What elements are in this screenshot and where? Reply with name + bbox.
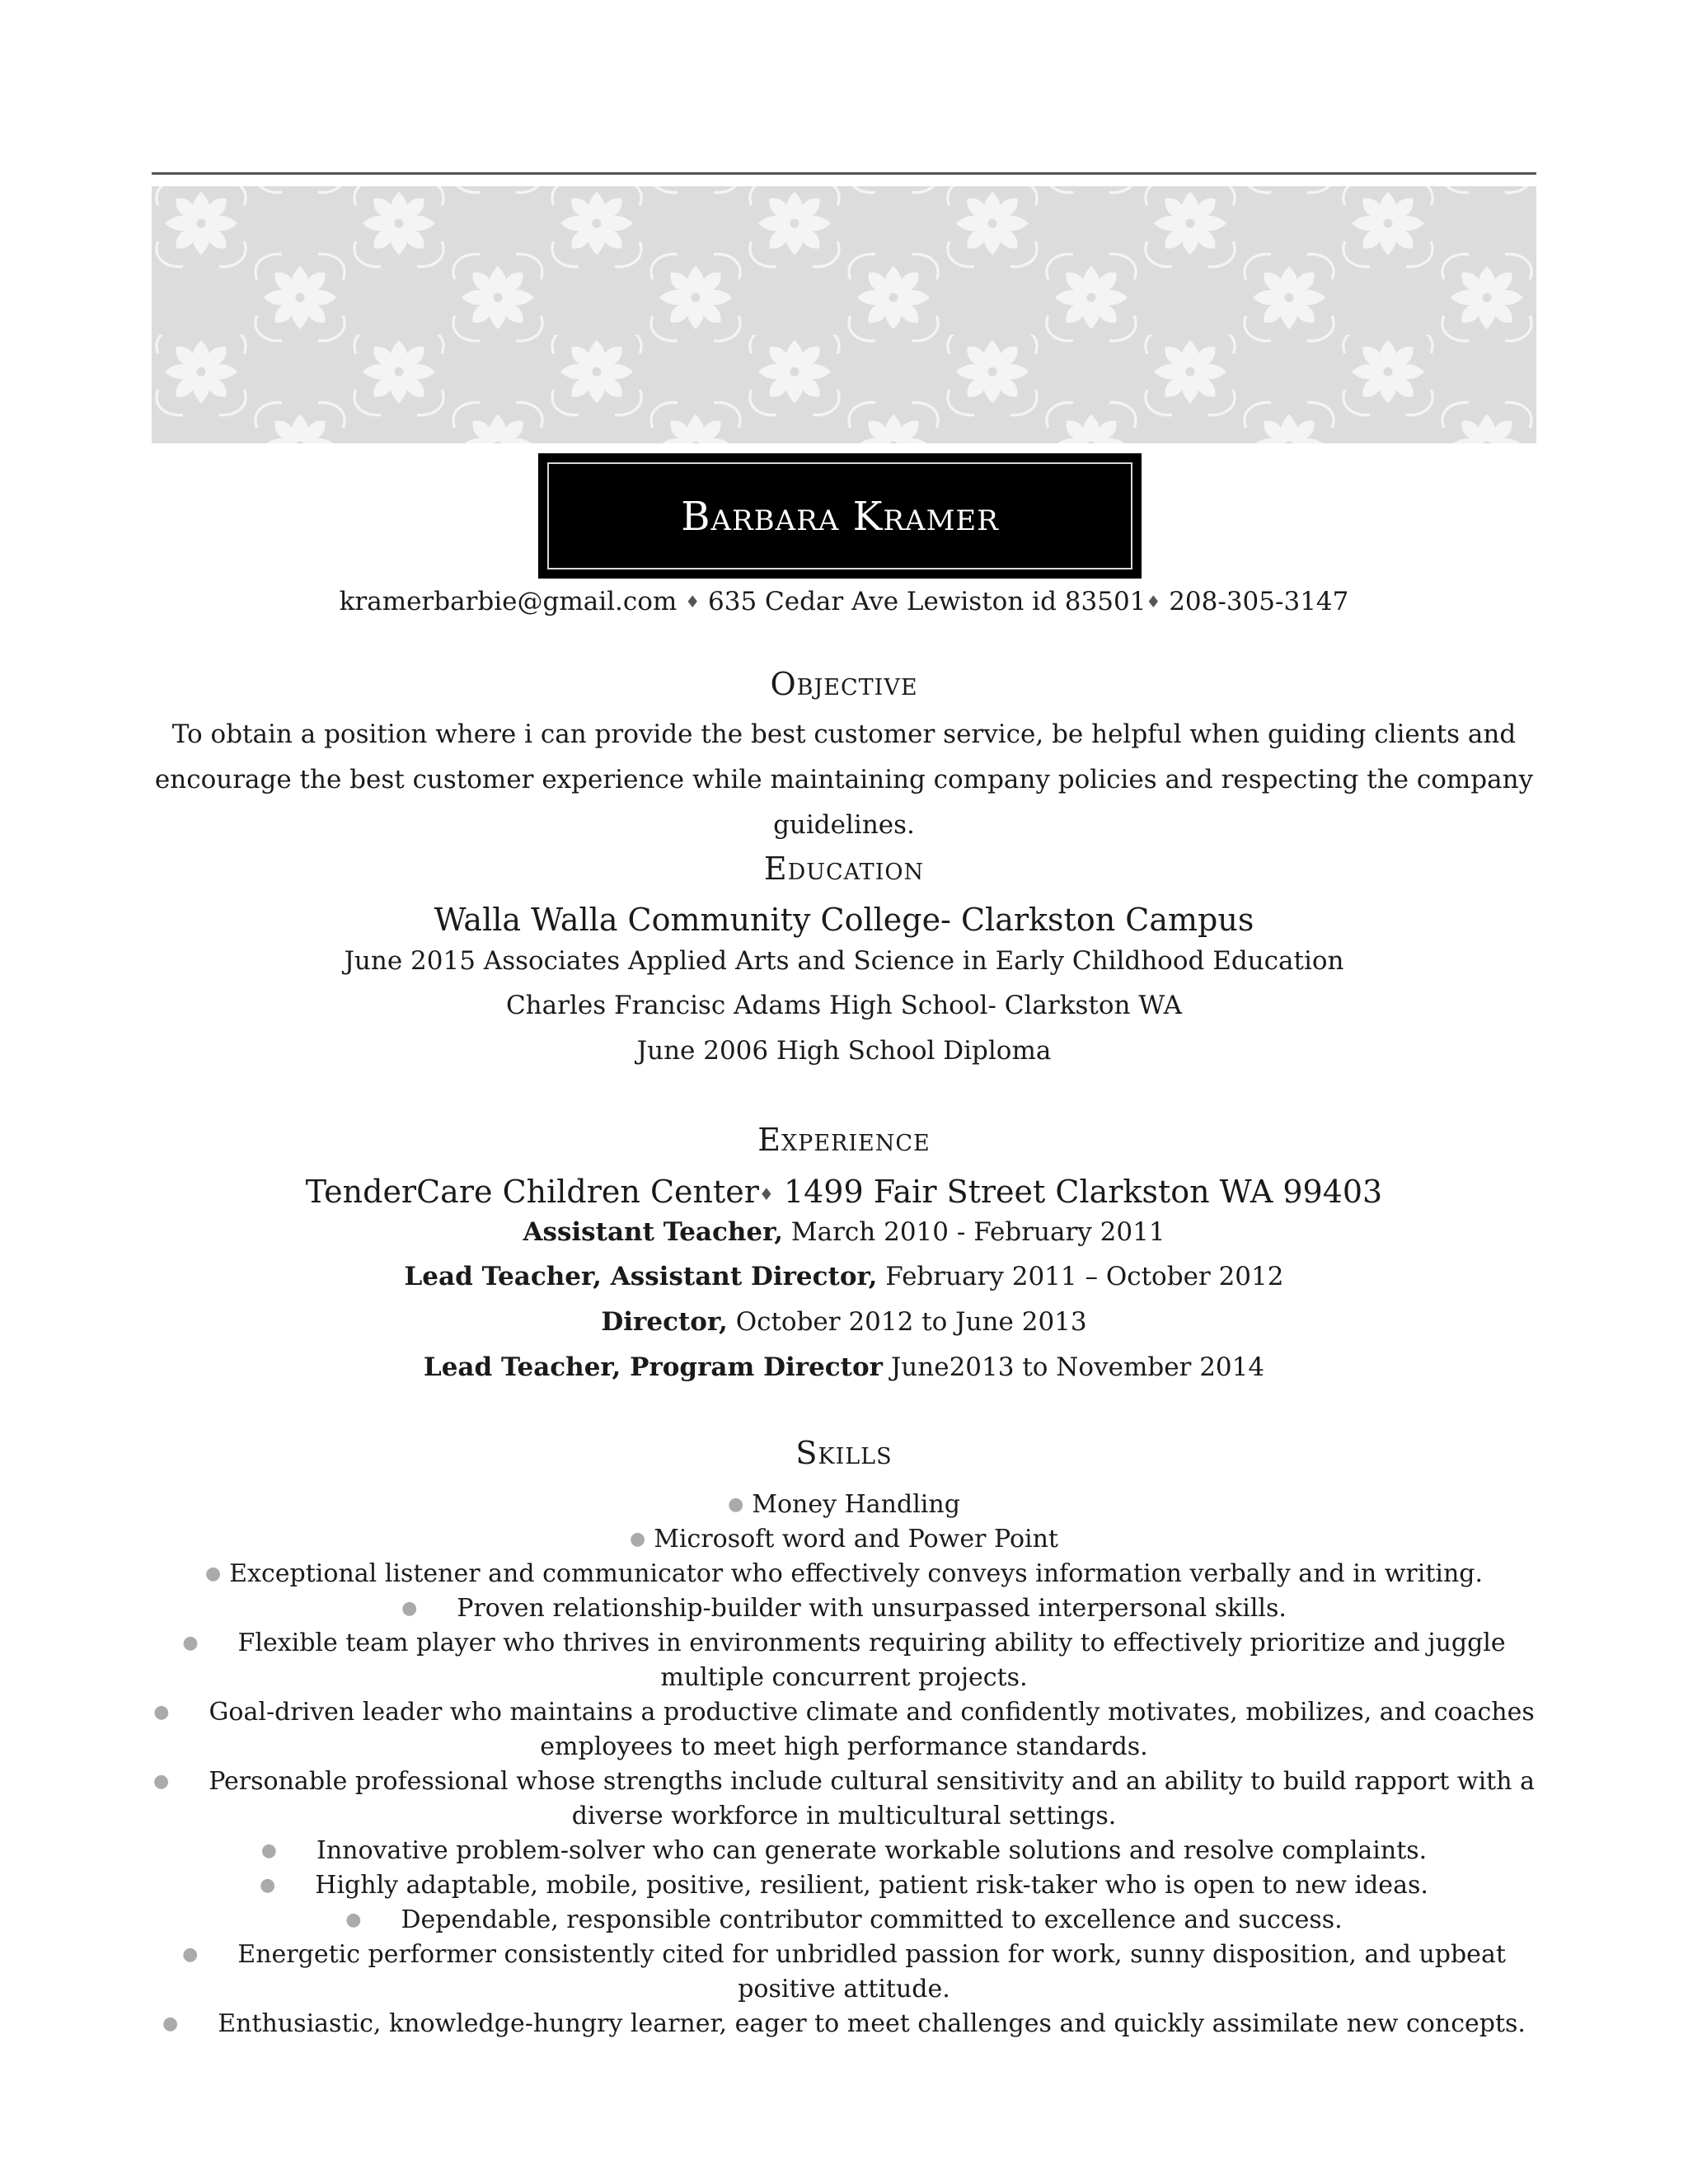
education-degree-1: June 2015 Associates Applied Arts and Science in Early Childhood Education	[344, 946, 1344, 976]
list-item: ● Exceptional listener and communicator who effectively conveys information verbally and in writing.	[204, 1559, 1484, 1588]
bullet-icon: ●	[630, 1529, 646, 1549]
address: 635 Cedar Ave Lewiston id 83501	[708, 587, 1146, 616]
bullet-icon: ●	[401, 1598, 418, 1619]
diamond-separator-icon: ♦	[1146, 592, 1161, 612]
bullet-icon: ●	[260, 1875, 276, 1896]
role-dates: June2013 to November 2014	[890, 1352, 1265, 1382]
employer-address: 1499 Fair Street Clarkston WA 99403	[783, 1174, 1383, 1210]
top-divider	[152, 172, 1536, 175]
role-title: Lead Teacher, Assistant Director,	[404, 1262, 878, 1291]
list-item: ● Enthusiastic, knowledge-hungry learner, eager to meet challenges and quickly assimilate new concepts.	[162, 2009, 1526, 2038]
role-title: Lead Teacher, Program Director	[423, 1352, 884, 1382]
bullet-icon: ●	[153, 1771, 170, 1792]
bullet-icon: ●	[153, 1702, 170, 1722]
damask-pattern-icon	[152, 186, 1536, 443]
list-item: ● Innovative problem-solver who can generate workable solutions and resolve complaints.	[260, 1836, 1428, 1865]
diamond-separator-icon: ♦	[685, 592, 701, 612]
name-plate	[540, 455, 1140, 577]
experience-role	[0, 1262, 1688, 1291]
role-title: Director,	[601, 1307, 728, 1337]
bullet-icon: ●	[204, 1563, 222, 1584]
role-dates: February 2011 – October 2012	[885, 1262, 1284, 1291]
phone: 208-305-3147	[1169, 587, 1349, 616]
diamond-separator-icon: ♦	[758, 1184, 774, 1204]
education-heading: Education	[763, 851, 925, 887]
experience-role	[0, 1307, 1688, 1337]
list-item: ● Flexible team player who thrives in environments requiring ability to effectively prioritize and juggle multiple concurrent projects.	[182, 1629, 1506, 1692]
list-item: ● Goal-driven leader who maintains a productive climate and confidently motivates, mobilizes, and coaches employees to meet high performance standards.	[153, 1698, 1535, 1761]
list-item: ● Energetic performer consistently cited for unbridled passion for work, sunny disposition, and upbeat positive attitude.	[182, 1940, 1506, 2004]
bullet-icon: ●	[345, 1910, 362, 1930]
experience-heading: Experience	[757, 1122, 931, 1158]
role-dates: October 2012 to June 2013	[735, 1307, 1087, 1337]
objective-text: To obtain a position where i can provide the best customer service, be helpful when guiding clients and encourage the best customer experience while maintaining company policies and respecting the company guidelines.	[154, 719, 1534, 840]
skills-heading: Skills	[795, 1435, 893, 1471]
experience-role	[0, 1217, 1688, 1247]
bullet-icon: ●	[728, 1494, 744, 1515]
education-school-1: Walla Walla Community College- Clarkston Campus	[434, 902, 1254, 938]
list-item: ● Highly adaptable, mobile, positive, resilient, patient risk-taker who is open to new ideas.	[260, 1871, 1428, 1900]
bullet-icon: ●	[182, 1944, 199, 1965]
email-link[interactable]: kramerbarbie@gmail.com	[339, 587, 678, 616]
bullet-icon: ●	[162, 2013, 179, 2034]
experience-employer	[0, 1174, 1688, 1210]
education-school-2: Charles Francisc Adams High School- Clarkston WA	[505, 991, 1183, 1020]
list-item: ● Dependable, responsible contributor committed to excellence and success.	[345, 1905, 1343, 1934]
contact-line	[0, 587, 1688, 616]
list-item: ● Money Handling	[728, 1490, 960, 1519]
damask-banner	[152, 186, 1536, 443]
employer-name: TenderCare Children Center	[305, 1174, 759, 1210]
list-item: ● Proven relationship-builder with unsurpassed interpersonal skills.	[401, 1594, 1287, 1623]
experience-role	[0, 1352, 1688, 1382]
bullet-icon: ●	[260, 1840, 277, 1861]
objective-heading: Objective	[770, 666, 918, 702]
education-degree-2: June 2006 High School Diploma	[636, 1036, 1052, 1066]
bullet-icon: ●	[182, 1633, 199, 1653]
list-item: ● Microsoft word and Power Point	[630, 1525, 1058, 1554]
role-dates: March 2010 - February 2011	[790, 1217, 1165, 1247]
skills-list	[140, 1488, 1548, 2041]
list-item: ● Personable professional whose strengths include cultural sensitivity and an ability to build rapport with a diverse workforce in multicultural settings.	[153, 1767, 1535, 1830]
candidate-name: Barbara Kramer	[681, 494, 999, 540]
role-title: Assistant Teacher,	[523, 1217, 784, 1247]
